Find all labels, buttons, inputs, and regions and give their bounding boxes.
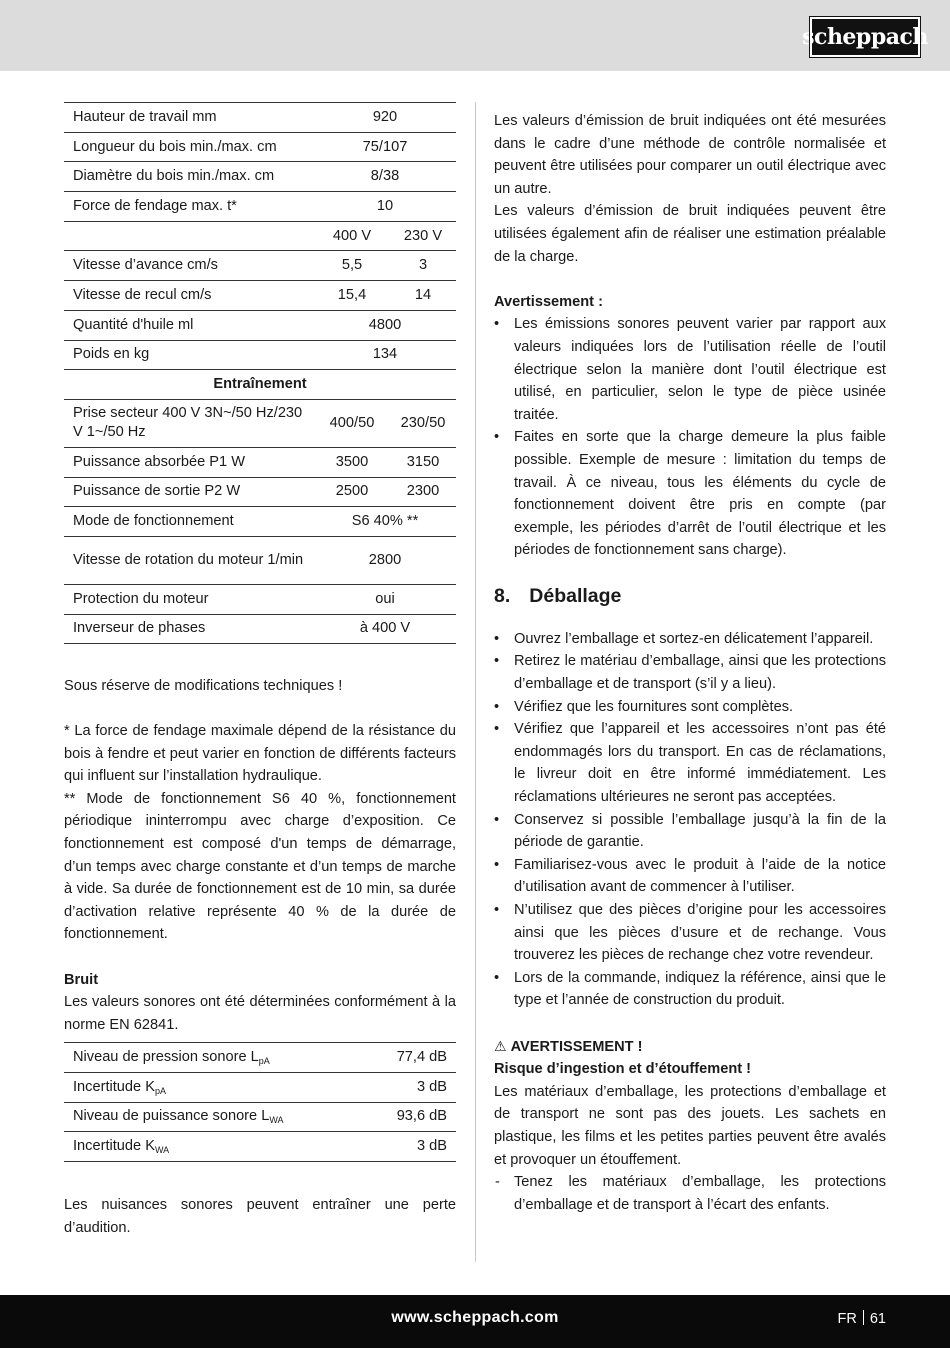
noise-table bbox=[64, 1042, 456, 1161]
row-value-400v: 400 V bbox=[314, 221, 390, 251]
list-item: • Familiarisez-vous avec le produit à l’aide de la notice d’utilisation avant de commencer à l’utiliser. bbox=[494, 854, 886, 899]
row-value-230v: 230 V bbox=[390, 221, 456, 251]
row-label bbox=[64, 221, 314, 251]
row-label: Vitesse d’avance cm/s bbox=[64, 251, 314, 281]
row-label: Protection du moteur bbox=[64, 584, 314, 614]
row-label: Incertitude $K_{pA}$ bbox=[64, 1073, 373, 1103]
table-row bbox=[64, 399, 456, 447]
row-value: 8/38 bbox=[314, 162, 456, 192]
table-row bbox=[64, 103, 456, 133]
row-value-400v: 3500 bbox=[314, 447, 390, 477]
list-item: • Faites en sorte que la charge demeure la plus faible possible. Exemple de mesure : limitation du temps de travail. À ce niveau, tous les éléments du cycle de fonctionnement doivent être pris en compte (par exemple, les périodes d’arrêt de l’outil électrique et les périodes de fonctionnement sans charge). bbox=[494, 426, 886, 562]
table-row bbox=[64, 340, 456, 370]
noise-emission-paragraph-1: Les valeurs d’émission de bruit indiquées ont été mesurées dans le cadre d’une méthode de contrôle normalisée et peuvent être utilisées pour comparer un outil électrique avec un autre. bbox=[494, 113, 886, 197]
section-heading bbox=[494, 582, 886, 610]
warning-heading: Avertissement : bbox=[494, 293, 603, 310]
brand-logo: scheppach bbox=[810, 17, 920, 57]
alert-heading: ⚠ AVERTISSEMENT ! bbox=[494, 1035, 886, 1059]
table-row bbox=[64, 584, 456, 614]
row-label: Prise secteur 400 V 3N~/50 Hz/230 V 1~/50 Hz bbox=[64, 399, 314, 447]
row-value: 2800 bbox=[314, 536, 456, 584]
row-label: Hauteur de travail mm bbox=[64, 103, 314, 133]
list-item: • Lors de la commande, indiquez la référence, ainsi que le type et l’année de construction du produit. bbox=[494, 967, 886, 1012]
row-label: Mode de fonctionnement bbox=[64, 507, 314, 537]
table-row bbox=[64, 162, 456, 192]
row-value: 920 bbox=[314, 103, 456, 133]
table-row bbox=[64, 251, 456, 281]
spec-table bbox=[64, 102, 456, 644]
row-value-230v: 2300 bbox=[390, 477, 456, 507]
row-value: 93,6 dB bbox=[373, 1102, 456, 1132]
list-item: • Les émissions sonores peuvent varier par rapport aux valeurs indiquées lors de l’utilisation réelle de l’outil électrique selon la manière dont l’outil électrique est utilisé, en particulier, selon le type de pièce usinée traitée. bbox=[494, 313, 886, 426]
footer-bar bbox=[0, 1295, 950, 1348]
row-value-400v: 2500 bbox=[314, 477, 390, 507]
noise-heading: Bruit bbox=[64, 971, 99, 988]
reserve-note: Sous réserve de modifications techniques ! bbox=[64, 677, 343, 694]
table-row bbox=[64, 536, 456, 584]
table-row bbox=[64, 132, 456, 162]
row-value: 75/107 bbox=[314, 132, 456, 162]
row-value-230v: 3150 bbox=[390, 447, 456, 477]
table-section-row bbox=[64, 370, 456, 400]
row-value: 3 dB bbox=[373, 1132, 456, 1162]
row-label: Incertitude $K_{WA}$ bbox=[64, 1132, 373, 1162]
row-value: à 400 V bbox=[314, 614, 456, 644]
row-value-400v: 15,4 bbox=[314, 281, 390, 311]
table-row bbox=[64, 281, 456, 311]
alert-text: Les matériaux d’emballage, les protections d’emballage et de transport ne sont pas des jouets. Les sachets en plastique, les films et les petites parties peuvent être avalés et provoquer un étouffement. bbox=[494, 1083, 886, 1168]
row-label: Force de fendage max. t* bbox=[64, 192, 314, 222]
list-item: • Vérifiez que l’appareil et les accessoires n’ont pas été endommagés lors du transport. En cas de réclamations, le livreur doit en être informé immédiatement. Les réclamations ultérieures ne seront pas acceptées. bbox=[494, 718, 886, 808]
warning-list bbox=[494, 313, 886, 562]
row-label: Vitesse de recul cm/s bbox=[64, 281, 314, 311]
list-item: • Ouvrez l’emballage et sortez-en délicatement l’appareil. bbox=[494, 628, 886, 651]
footnote-mode: ** Mode de fonctionnement S6 40 %, fonctionnement périodique ininterrompu avec charge d’exposition. Ce fonctionnement est composé d'un temps de démarrage, d’un temps avec charge constante et d’un temps de marche à vide. Sa durée de fonctionnement est de 10 min, sa durée d’activation relative représente 40 % de la durée de fonctionnement. bbox=[64, 790, 456, 943]
row-label: Niveau de puissance sonore $L_{WA}$ bbox=[64, 1102, 373, 1132]
table-row bbox=[64, 1132, 456, 1162]
table-row bbox=[64, 310, 456, 340]
noise-emission-paragraph-2: Les valeurs d’émission de bruit indiquées peuvent être utilisées également afin de réaliser une estimation préalable de la charge. bbox=[494, 203, 886, 265]
row-value: 3 dB bbox=[373, 1073, 456, 1103]
row-value: oui bbox=[314, 584, 456, 614]
list-item: • Retirez le matériau d’emballage, ainsi que les protections d’emballage et de transport (s’il y a lieu). bbox=[494, 650, 886, 695]
row-label: Diamètre du bois min./max. cm bbox=[64, 162, 314, 192]
left-column bbox=[64, 102, 456, 1240]
row-value-400v: 400/50 bbox=[314, 399, 390, 447]
noise-intro: Les valeurs sonores ont été déterminées conformément à la norme EN 62841. bbox=[64, 994, 456, 1033]
row-value: 4800 bbox=[314, 310, 456, 340]
hearing-note: Les nuisances sonores peuvent entraîner une perte d’audition. bbox=[64, 1197, 456, 1236]
header-bar bbox=[0, 0, 950, 71]
language-code: FR bbox=[837, 1311, 857, 1327]
alert-subtitle: Risque d’ingestion et d’étouffement ! bbox=[494, 1061, 752, 1078]
row-value: 134 bbox=[314, 340, 456, 370]
table-row bbox=[64, 1102, 456, 1132]
website-link[interactable]: www.scheppach.com bbox=[391, 1309, 559, 1326]
row-value-230v: 230/50 bbox=[390, 399, 456, 447]
page-indicator bbox=[838, 1310, 886, 1327]
list-item: • Conservez si possible l’emballage jusqu’à la fin de la période de garantie. bbox=[494, 809, 886, 854]
table-row bbox=[64, 221, 456, 251]
table-row bbox=[64, 192, 456, 222]
row-value: 10 bbox=[314, 192, 456, 222]
row-value: S6 40% ** bbox=[314, 507, 456, 537]
page-number: 61 bbox=[869, 1311, 886, 1327]
row-label: Puissance de sortie P2 W bbox=[64, 477, 314, 507]
row-label: Poids en kg bbox=[64, 340, 314, 370]
list-item: • Vérifiez que les fournitures sont complètes. bbox=[494, 696, 886, 719]
row-value: 77,4 dB bbox=[373, 1043, 456, 1073]
table-row bbox=[64, 507, 456, 537]
row-value-230v: 3 bbox=[390, 251, 456, 281]
column-divider bbox=[475, 102, 476, 1262]
row-label: Inverseur de phases bbox=[64, 614, 314, 644]
alert-list bbox=[494, 1171, 886, 1216]
list-item: - Tenez les matériaux d’emballage, les protections d’emballage et de transport à l’écart des enfants. bbox=[494, 1171, 886, 1216]
unpacking-list bbox=[494, 628, 886, 1012]
table-row bbox=[64, 1043, 456, 1073]
table-row bbox=[64, 447, 456, 477]
right-column bbox=[494, 110, 886, 1216]
section-number: 8. bbox=[494, 584, 511, 607]
section-title: Déballage bbox=[529, 584, 622, 607]
row-label: Puissance absorbée P1 W bbox=[64, 447, 314, 477]
row-label: Vitesse de rotation du moteur 1/min bbox=[64, 536, 314, 584]
row-label: Quantité d'huile ml bbox=[64, 310, 314, 340]
warning-triangle-icon: ⚠ bbox=[494, 1037, 507, 1054]
row-value-400v: 5,5 bbox=[314, 251, 390, 281]
row-value-230v: 14 bbox=[390, 281, 456, 311]
row-label: Longueur du bois min./max. cm bbox=[64, 132, 314, 162]
list-item: • N’utilisez que des pièces d’origine pour les accessoires ainsi que les pièces d’usure et de rechange. Vous trouverez les pièces de rechange chez votre revendeur. bbox=[494, 899, 886, 967]
section-title: Entraînement bbox=[64, 370, 456, 400]
table-row bbox=[64, 614, 456, 644]
footnote-force: * La force de fendage maximale dépend de la résistance du bois à fendre et peut varier en fonction de différents facteurs qui influent sur l’installation hydraulique. bbox=[64, 723, 456, 785]
table-row bbox=[64, 1073, 456, 1103]
row-label: Niveau de pression sonore $L_{pA}$ bbox=[64, 1043, 373, 1073]
table-row bbox=[64, 477, 456, 507]
